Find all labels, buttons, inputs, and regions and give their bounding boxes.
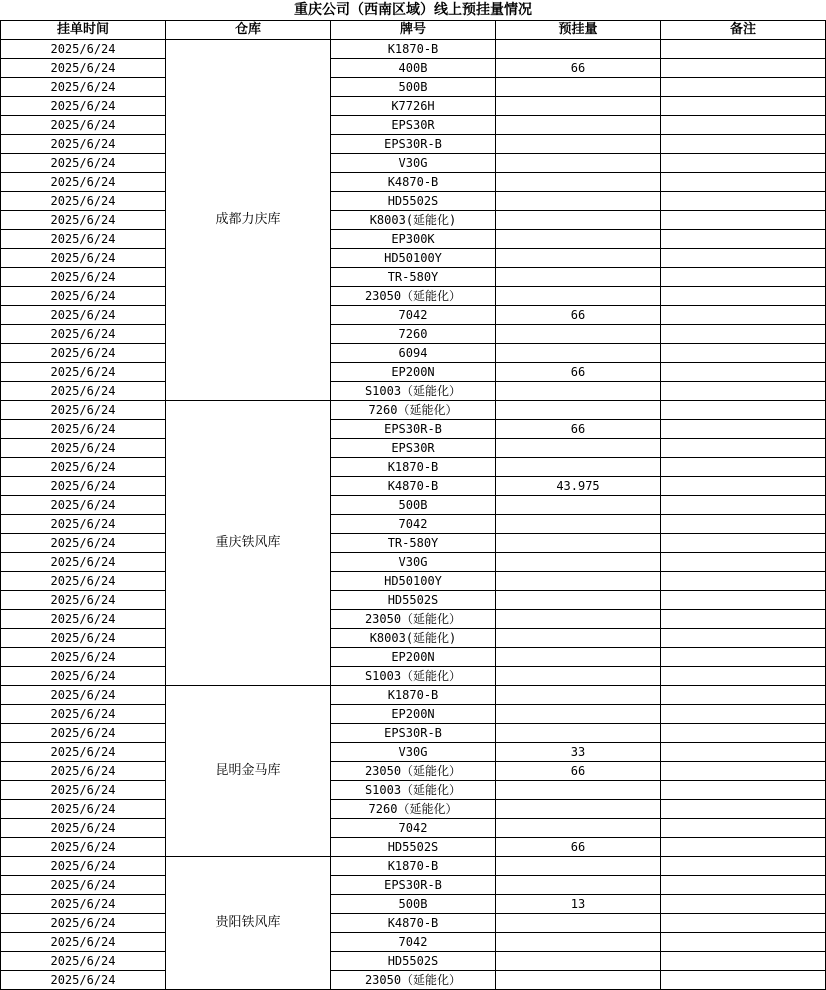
table-row: [1, 610, 826, 629]
cell-note[interactable]: [661, 135, 826, 154]
cell-quantity[interactable]: [496, 40, 661, 59]
cell-date[interactable]: 2025/6/24: [1, 325, 166, 344]
cell-note[interactable]: [661, 610, 826, 629]
cell-date[interactable]: 2025/6/24: [1, 724, 166, 743]
cell-quantity[interactable]: 33: [496, 743, 661, 762]
cell-note[interactable]: [661, 116, 826, 135]
table-row: [1, 268, 826, 287]
cell-note[interactable]: [661, 97, 826, 116]
cell-quantity[interactable]: [496, 515, 661, 534]
cell-quantity[interactable]: 66: [496, 838, 661, 857]
cell-grade[interactable]: 23050（延能化）: [331, 762, 496, 781]
cell-quantity[interactable]: [496, 439, 661, 458]
cell-quantity[interactable]: [496, 496, 661, 515]
cell-note[interactable]: [661, 230, 826, 249]
cell-note[interactable]: [661, 819, 826, 838]
cell-note[interactable]: [661, 686, 826, 705]
cell-quantity[interactable]: [496, 534, 661, 553]
cell-grade[interactable]: 7260（延能化）: [331, 401, 496, 420]
cell-date[interactable]: 2025/6/24: [1, 344, 166, 363]
cell-grade[interactable]: TR-580Y: [331, 268, 496, 287]
cell-quantity[interactable]: [496, 192, 661, 211]
cell-quantity[interactable]: [496, 914, 661, 933]
cell-quantity[interactable]: [496, 781, 661, 800]
cell-date[interactable]: 2025/6/24: [1, 686, 166, 705]
cell-note[interactable]: [661, 857, 826, 876]
cell-grade[interactable]: HD5502S: [331, 192, 496, 211]
cell-quantity[interactable]: [496, 591, 661, 610]
cell-quantity[interactable]: [496, 800, 661, 819]
cell-note[interactable]: [661, 762, 826, 781]
cell-note[interactable]: [661, 420, 826, 439]
cell-grade[interactable]: EPS30R-B: [331, 420, 496, 439]
cell-date[interactable]: 2025/6/24: [1, 249, 166, 268]
cell-date[interactable]: 2025/6/24: [1, 211, 166, 230]
cell-date[interactable]: 2025/6/24: [1, 572, 166, 591]
cell-note[interactable]: [661, 914, 826, 933]
cell-note[interactable]: [661, 648, 826, 667]
cell-quantity[interactable]: [496, 154, 661, 173]
cell-date[interactable]: 2025/6/24: [1, 971, 166, 990]
cell-grade[interactable]: 7042: [331, 819, 496, 838]
cell-date[interactable]: 2025/6/24: [1, 553, 166, 572]
cell-quantity[interactable]: [496, 610, 661, 629]
cell-warehouse[interactable]: 昆明金马库: [166, 686, 331, 857]
cell-note[interactable]: [661, 268, 826, 287]
cell-note[interactable]: [661, 496, 826, 515]
table-row: [1, 116, 826, 135]
header-row: [1, 21, 826, 40]
table-row: [1, 420, 826, 439]
cell-date[interactable]: 2025/6/24: [1, 591, 166, 610]
cell-grade[interactable]: HD50100Y: [331, 572, 496, 591]
cell-date[interactable]: 2025/6/24: [1, 173, 166, 192]
table-row: [1, 306, 826, 325]
cell-date[interactable]: 2025/6/24: [1, 515, 166, 534]
cell-note[interactable]: [661, 78, 826, 97]
cell-note[interactable]: [661, 971, 826, 990]
cell-note[interactable]: [661, 933, 826, 952]
cell-warehouse[interactable]: 贵阳铁风库: [166, 857, 331, 990]
cell-date[interactable]: 2025/6/24: [1, 401, 166, 420]
cell-grade[interactable]: 7260: [331, 325, 496, 344]
table-row: [1, 439, 826, 458]
table-row: [1, 838, 826, 857]
cell-grade[interactable]: 500B: [331, 78, 496, 97]
cell-date[interactable]: 2025/6/24: [1, 306, 166, 325]
cell-grade[interactable]: HD50100Y: [331, 249, 496, 268]
cell-quantity[interactable]: [496, 629, 661, 648]
cell-date[interactable]: 2025/6/24: [1, 40, 166, 59]
cell-date[interactable]: 2025/6/24: [1, 116, 166, 135]
cell-quantity[interactable]: [496, 78, 661, 97]
table-row: [1, 629, 826, 648]
cell-quantity[interactable]: 66: [496, 363, 661, 382]
cell-grade[interactable]: K1870-B: [331, 857, 496, 876]
cell-quantity[interactable]: [496, 325, 661, 344]
cell-grade[interactable]: K4870-B: [331, 914, 496, 933]
table-row: [1, 192, 826, 211]
cell-date[interactable]: 2025/6/24: [1, 914, 166, 933]
cell-quantity[interactable]: [496, 116, 661, 135]
cell-quantity[interactable]: [496, 230, 661, 249]
cell-date[interactable]: 2025/6/24: [1, 78, 166, 97]
cell-grade[interactable]: 500B: [331, 496, 496, 515]
cell-quantity[interactable]: [496, 724, 661, 743]
cell-grade[interactable]: EPS30R: [331, 116, 496, 135]
cell-note[interactable]: [661, 572, 826, 591]
cell-grade[interactable]: EPS30R: [331, 439, 496, 458]
cell-grade[interactable]: HD5502S: [331, 838, 496, 857]
cell-quantity[interactable]: [496, 287, 661, 306]
cell-date[interactable]: 2025/6/24: [1, 800, 166, 819]
cell-note[interactable]: [661, 724, 826, 743]
table-row: [1, 344, 826, 363]
cell-date[interactable]: 2025/6/24: [1, 496, 166, 515]
cell-date[interactable]: 2025/6/24: [1, 838, 166, 857]
cell-grade[interactable]: EP200N: [331, 363, 496, 382]
cell-date[interactable]: 2025/6/24: [1, 534, 166, 553]
cell-grade[interactable]: EP200N: [331, 648, 496, 667]
cell-grade[interactable]: 23050（延能化）: [331, 610, 496, 629]
cell-date[interactable]: 2025/6/24: [1, 154, 166, 173]
cell-quantity[interactable]: [496, 572, 661, 591]
cell-quantity[interactable]: [496, 173, 661, 192]
cell-quantity[interactable]: [496, 952, 661, 971]
cell-note[interactable]: [661, 249, 826, 268]
table-row: [1, 534, 826, 553]
cell-grade[interactable]: V30G: [331, 743, 496, 762]
cell-date[interactable]: 2025/6/24: [1, 363, 166, 382]
cell-grade[interactable]: 23050（延能化）: [331, 971, 496, 990]
pre-listing-table: [0, 20, 826, 990]
cell-grade[interactable]: 7042: [331, 933, 496, 952]
cell-quantity[interactable]: [496, 667, 661, 686]
cell-grade[interactable]: 7260（延能化）: [331, 800, 496, 819]
cell-grade[interactable]: S1003（延能化）: [331, 781, 496, 800]
cell-note[interactable]: [661, 800, 826, 819]
cell-date[interactable]: 2025/6/24: [1, 439, 166, 458]
table-row: [1, 971, 826, 990]
cell-date[interactable]: 2025/6/24: [1, 59, 166, 78]
table-row: [1, 800, 826, 819]
table-row: [1, 686, 826, 705]
table-row: [1, 724, 826, 743]
cell-grade[interactable]: HD5502S: [331, 952, 496, 971]
table-row: [1, 952, 826, 971]
table-row: [1, 458, 826, 477]
cell-quantity[interactable]: 66: [496, 420, 661, 439]
table-row: [1, 477, 826, 496]
table-row: [1, 876, 826, 895]
cell-date[interactable]: 2025/6/24: [1, 135, 166, 154]
cell-note[interactable]: [661, 211, 826, 230]
cell-date[interactable]: 2025/6/24: [1, 610, 166, 629]
table-row: [1, 914, 826, 933]
table-row: [1, 230, 826, 249]
cell-note[interactable]: [661, 363, 826, 382]
cell-quantity[interactable]: [496, 268, 661, 287]
cell-warehouse[interactable]: 重庆铁风库: [166, 401, 331, 686]
table-row: [1, 705, 826, 724]
cell-quantity[interactable]: [496, 857, 661, 876]
cell-grade[interactable]: EPS30R-B: [331, 724, 496, 743]
cell-date[interactable]: 2025/6/24: [1, 857, 166, 876]
table-row: [1, 97, 826, 116]
cell-quantity[interactable]: [496, 135, 661, 154]
cell-quantity[interactable]: [496, 648, 661, 667]
cell-quantity[interactable]: 43.975: [496, 477, 661, 496]
cell-quantity[interactable]: [496, 705, 661, 724]
table-row: [1, 325, 826, 344]
header-date[interactable]: 挂单时间: [1, 21, 166, 40]
cell-note[interactable]: [661, 895, 826, 914]
cell-quantity[interactable]: [496, 249, 661, 268]
table-row: [1, 933, 826, 952]
cell-date[interactable]: 2025/6/24: [1, 705, 166, 724]
cell-quantity[interactable]: [496, 382, 661, 401]
header-grade[interactable]: 牌号: [331, 21, 496, 40]
cell-date[interactable]: 2025/6/24: [1, 268, 166, 287]
cell-grade[interactable]: K1870-B: [331, 458, 496, 477]
cell-grade[interactable]: EPS30R-B: [331, 135, 496, 154]
header-quantity[interactable]: 预挂量: [496, 21, 661, 40]
cell-note[interactable]: [661, 952, 826, 971]
table-body: [1, 40, 826, 990]
cell-quantity[interactable]: [496, 344, 661, 363]
cell-note[interactable]: [661, 781, 826, 800]
cell-warehouse[interactable]: 成都力庆库: [166, 40, 331, 401]
cell-date[interactable]: 2025/6/24: [1, 477, 166, 496]
cell-grade[interactable]: EP300K: [331, 230, 496, 249]
cell-grade[interactable]: EPS30R-B: [331, 876, 496, 895]
cell-note[interactable]: [661, 325, 826, 344]
cell-quantity[interactable]: [496, 458, 661, 477]
table-row: [1, 781, 826, 800]
cell-quantity[interactable]: [496, 401, 661, 420]
cell-date[interactable]: 2025/6/24: [1, 743, 166, 762]
cell-note[interactable]: [661, 838, 826, 857]
cell-grade[interactable]: K1870-B: [331, 40, 496, 59]
table-row: [1, 743, 826, 762]
cell-quantity[interactable]: 66: [496, 762, 661, 781]
table-row: [1, 173, 826, 192]
table-row: [1, 401, 826, 420]
cell-quantity[interactable]: [496, 933, 661, 952]
cell-grade[interactable]: 23050（延能化）: [331, 287, 496, 306]
table-row: [1, 572, 826, 591]
cell-note[interactable]: [661, 629, 826, 648]
cell-grade[interactable]: 7042: [331, 515, 496, 534]
cell-note[interactable]: [661, 743, 826, 762]
cell-note[interactable]: [661, 173, 826, 192]
cell-grade[interactable]: K1870-B: [331, 686, 496, 705]
cell-quantity[interactable]: [496, 553, 661, 572]
cell-quantity[interactable]: [496, 97, 661, 116]
cell-note[interactable]: [661, 515, 826, 534]
cell-date[interactable]: 2025/6/24: [1, 876, 166, 895]
cell-note[interactable]: [661, 401, 826, 420]
table-row: [1, 895, 826, 914]
cell-note[interactable]: [661, 287, 826, 306]
table-row: [1, 648, 826, 667]
table-row: [1, 135, 826, 154]
cell-date[interactable]: 2025/6/24: [1, 819, 166, 838]
cell-note[interactable]: [661, 876, 826, 895]
table-row: [1, 382, 826, 401]
table-row: [1, 40, 826, 59]
cell-note[interactable]: [661, 59, 826, 78]
cell-grade[interactable]: S1003（延能化）: [331, 382, 496, 401]
cell-grade[interactable]: K8003(延能化): [331, 629, 496, 648]
table-row: [1, 249, 826, 268]
cell-grade[interactable]: EP200N: [331, 705, 496, 724]
cell-note[interactable]: [661, 477, 826, 496]
header-warehouse[interactable]: 仓库: [166, 21, 331, 40]
table-row: [1, 211, 826, 230]
table-row: [1, 154, 826, 173]
cell-date[interactable]: 2025/6/24: [1, 895, 166, 914]
header-note[interactable]: 备注: [661, 21, 826, 40]
cell-date[interactable]: 2025/6/24: [1, 382, 166, 401]
cell-quantity[interactable]: [496, 819, 661, 838]
cell-date[interactable]: 2025/6/24: [1, 458, 166, 477]
cell-note[interactable]: [661, 154, 826, 173]
cell-note[interactable]: [661, 458, 826, 477]
cell-grade[interactable]: V30G: [331, 154, 496, 173]
cell-quantity[interactable]: [496, 211, 661, 230]
cell-note[interactable]: [661, 439, 826, 458]
cell-date[interactable]: 2025/6/24: [1, 933, 166, 952]
cell-quantity[interactable]: [496, 876, 661, 895]
table-row: [1, 667, 826, 686]
cell-note[interactable]: [661, 534, 826, 553]
cell-quantity[interactable]: 66: [496, 59, 661, 78]
table-row: [1, 496, 826, 515]
cell-date[interactable]: 2025/6/24: [1, 667, 166, 686]
cell-grade[interactable]: K4870-B: [331, 477, 496, 496]
table-row: [1, 762, 826, 781]
cell-note[interactable]: [661, 553, 826, 572]
cell-grade[interactable]: K7726H: [331, 97, 496, 116]
cell-grade[interactable]: 400B: [331, 59, 496, 78]
cell-date[interactable]: 2025/6/24: [1, 97, 166, 116]
cell-quantity[interactable]: 13: [496, 895, 661, 914]
table-row: [1, 363, 826, 382]
cell-date[interactable]: 2025/6/24: [1, 287, 166, 306]
cell-note[interactable]: [661, 344, 826, 363]
cell-date[interactable]: 2025/6/24: [1, 629, 166, 648]
table-row: [1, 857, 826, 876]
cell-note[interactable]: [661, 382, 826, 401]
cell-note[interactable]: [661, 667, 826, 686]
sheet-title: 重庆公司（西南区域）线上预挂量情况: [294, 2, 532, 18]
cell-date[interactable]: 2025/6/24: [1, 230, 166, 249]
cell-grade[interactable]: TR-580Y: [331, 534, 496, 553]
cell-quantity[interactable]: 66: [496, 306, 661, 325]
cell-note[interactable]: [661, 192, 826, 211]
cell-quantity[interactable]: [496, 686, 661, 705]
cell-note[interactable]: [661, 705, 826, 724]
cell-grade[interactable]: S1003（延能化）: [331, 667, 496, 686]
cell-note[interactable]: [661, 306, 826, 325]
cell-date[interactable]: 2025/6/24: [1, 762, 166, 781]
cell-date[interactable]: 2025/6/24: [1, 420, 166, 439]
table-row: [1, 591, 826, 610]
table-row: [1, 78, 826, 97]
cell-grade[interactable]: 6094: [331, 344, 496, 363]
cell-date[interactable]: 2025/6/24: [1, 781, 166, 800]
cell-quantity[interactable]: [496, 971, 661, 990]
cell-date[interactable]: 2025/6/24: [1, 952, 166, 971]
cell-grade[interactable]: HD5502S: [331, 591, 496, 610]
cell-grade[interactable]: K4870-B: [331, 173, 496, 192]
table-row: [1, 515, 826, 534]
cell-note[interactable]: [661, 40, 826, 59]
table-row: [1, 287, 826, 306]
cell-date[interactable]: 2025/6/24: [1, 648, 166, 667]
table-row: [1, 553, 826, 572]
cell-note[interactable]: [661, 591, 826, 610]
cell-date[interactable]: 2025/6/24: [1, 192, 166, 211]
table-row: [1, 59, 826, 78]
cell-grade[interactable]: 500B: [331, 895, 496, 914]
cell-grade[interactable]: 7042: [331, 306, 496, 325]
table-row: [1, 819, 826, 838]
cell-grade[interactable]: V30G: [331, 553, 496, 572]
cell-grade[interactable]: K8003(延能化): [331, 211, 496, 230]
